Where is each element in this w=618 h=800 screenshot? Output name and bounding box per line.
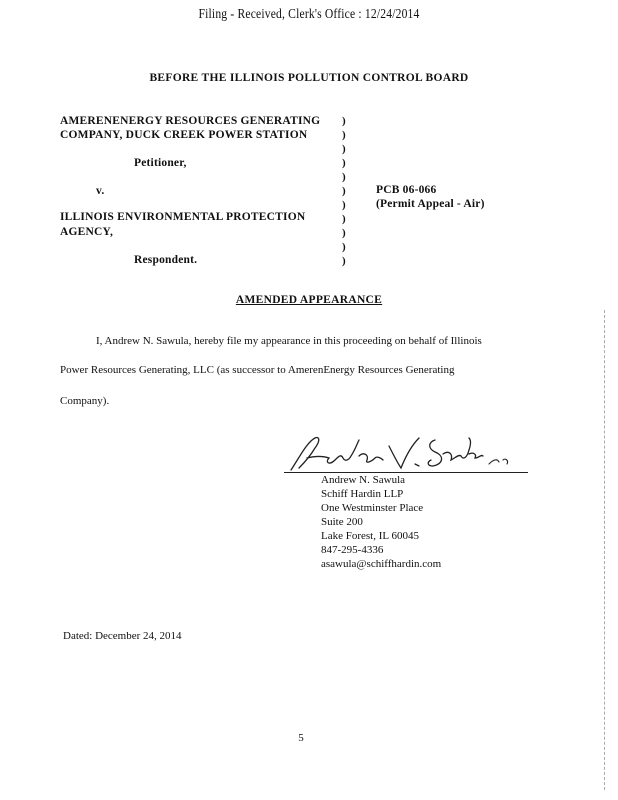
versus-label: v. (96, 185, 105, 197)
filing-stamp: Filing - Received, Clerk's Office : 12/24/2014 (198, 6, 420, 21)
signer-address-1: One Westminster Place (321, 502, 424, 514)
signer-name: Andrew N. Sawula (321, 474, 406, 486)
signer-firm: Schiff Hardin LLP (321, 488, 404, 500)
caption-paren: ) (342, 255, 346, 267)
respondent-name-line1: ILLINOIS ENVIRONMENTAL PROTECTION (60, 211, 306, 223)
board-title: BEFORE THE ILLINOIS POLLUTION CONTROL BOARD (149, 72, 469, 84)
caption-paren: ) (342, 241, 346, 253)
page-number: 5 (298, 732, 304, 744)
body-line-2: Power Resources Generating, LLC (as successor to AmerenEnergy Resources Generating (60, 364, 455, 376)
caption-paren: ) (342, 143, 346, 155)
signer-city: Lake Forest, IL 60045 (321, 530, 419, 542)
signer-address-2: Suite 200 (321, 516, 363, 528)
caption-paren: ) (342, 171, 346, 183)
dated-line: Dated: December 24, 2014 (63, 630, 182, 642)
caption-paren: ) (342, 129, 346, 141)
signer-phone: 847-295-4336 (321, 544, 384, 556)
caption-paren: ) (342, 115, 346, 127)
respondent-role: Respondent. (134, 254, 198, 266)
case-type: (Permit Appeal - Air) (376, 198, 485, 210)
caption-paren: ) (342, 213, 346, 225)
petitioner-name-line1: AMERENENERGY RESOURCES GENERATING (60, 115, 321, 127)
handwritten-signature (285, 428, 515, 476)
document-title: AMENDED APPEARANCE (235, 294, 383, 306)
case-number: PCB 06-066 (376, 184, 437, 196)
respondent-name-line2: AGENCY, (60, 226, 114, 238)
scan-edge-rule (604, 310, 605, 790)
body-line-1: I, Andrew N. Sawula, hereby file my appearance in this proceeding on behalf of Illinois (96, 335, 482, 347)
caption-paren: ) (342, 185, 346, 197)
caption-paren: ) (342, 227, 346, 239)
signer-email: asawula@schiffhardin.com (321, 558, 442, 570)
body-line-3: Company). (60, 395, 110, 407)
petitioner-role: Petitioner, (134, 157, 187, 169)
caption-paren: ) (342, 199, 346, 211)
caption-paren: ) (342, 157, 346, 169)
petitioner-name-line2: COMPANY, DUCK CREEK POWER STATION (60, 129, 308, 141)
